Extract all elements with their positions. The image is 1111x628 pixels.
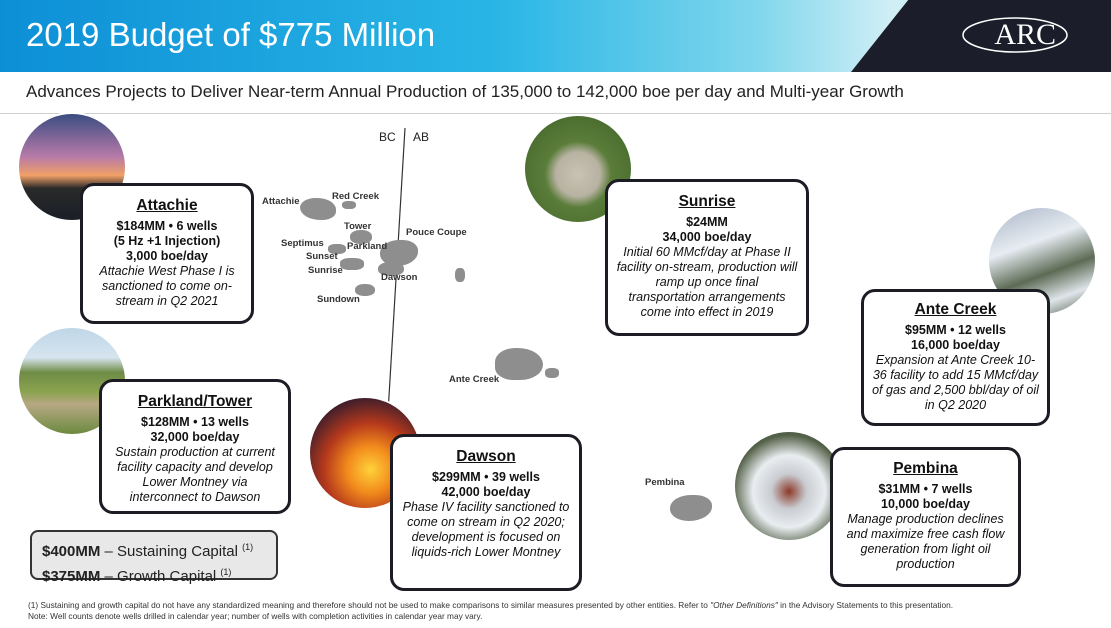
map-label-pouce-coupe: Pouce Coupe (406, 227, 467, 238)
parkland-tower-card (99, 379, 291, 514)
card-title-sunrise: Sunrise (678, 193, 736, 210)
card-title-parkland-tower: Parkland/Tower (137, 393, 253, 410)
ante-creek-card (861, 289, 1050, 426)
parkland-production: 32,000 boe/day (150, 430, 240, 444)
attachie-production: 3,000 boe/day (126, 249, 208, 263)
footnote-1 (28, 600, 953, 610)
pembina-capital-wells: $31MM • 7 wells (878, 482, 973, 496)
ante-creek-production: 16,000 boe/day (911, 338, 1000, 352)
land-block-red-creek (342, 201, 356, 209)
sunrise-production: 34,000 boe/day (662, 230, 752, 244)
map-label-dawson: Dawson (381, 272, 418, 283)
pembina-production: 10,000 boe/day (881, 497, 970, 511)
map-label-sunset: Sunset (306, 251, 338, 262)
sustaining-capital-label: – Sustaining Capital (104, 543, 238, 560)
arc-logo: ARC (994, 18, 1056, 51)
pembina-description: Manage production declines and maximize free cash flow generation from light oil production (846, 512, 1005, 571)
footnote-1-suffix: in the Advisory Statements to this presentation. (777, 600, 954, 610)
footnote-1-text: (1) Sustaining and growth capital do not have any standardized meaning and therefore should not be used to make comparisons to similar measures presented by other entities. Refer to (28, 600, 711, 610)
growth-capital-label: – Growth Capital (104, 568, 217, 585)
pembina-photo (735, 432, 843, 540)
title-banner (0, 0, 1111, 72)
card-title-dawson: Dawson (456, 448, 516, 465)
card-title-ante-creek: Ante Creek (914, 301, 997, 318)
dawson-capital-wells: $299MM • 39 wells (432, 470, 540, 484)
land-block-east (455, 268, 465, 282)
sunrise-capital: $24MM (686, 215, 728, 229)
footnote-1-reference: "Other Definitions" (710, 600, 778, 610)
footnote-ref: (1) (220, 567, 232, 577)
ante-creek-capital-wells: $95MM • 12 wells (905, 323, 1006, 337)
map-label-parkland: Parkland (347, 241, 388, 252)
map-label-ante-creek: Ante Creek (449, 374, 500, 385)
footnote-ref: (1) (242, 542, 254, 552)
dawson-production: 42,000 boe/day (441, 485, 531, 499)
page-subtitle: Advances Projects to Deliver Near-term Annual Production of 135,000 to 142,000 boe per day and Multi-year Growth (26, 82, 904, 101)
sustaining-capital-line (42, 537, 266, 562)
growth-capital-line (42, 562, 266, 587)
map-label-pembina: Pembina (645, 477, 685, 488)
bc-label: BC (379, 130, 396, 144)
footnote-note: Note: Well counts denote wells drilled in calendar year; number of wells with completion activities in calendar year may vary. (28, 611, 483, 621)
land-block-ante-creek (495, 348, 543, 380)
attachie-description: Attachie West Phase I is sanctioned to come on-stream in Q2 2021 (99, 264, 235, 308)
land-block-sunset (340, 258, 364, 270)
growth-capital-amount: $375MM (42, 568, 101, 585)
card-title-pembina: Pembina (893, 460, 958, 477)
land-block-ante-creek-east (545, 368, 559, 378)
sustaining-capital-amount: $400MM (42, 543, 101, 560)
parkland-description: Sustain production at current facility capacity and develop Lower Montney via interconnect to Dawson (115, 445, 275, 504)
attachie-well-breakdown: (5 Hz +1 Injection) (113, 234, 221, 248)
land-block-pembina (670, 495, 712, 521)
attachie-card (80, 183, 254, 324)
map-label-attachie: Attachie (262, 196, 300, 207)
map-label-sundown: Sundown (317, 294, 360, 305)
ab-label: AB (413, 130, 430, 144)
ante-creek-description: Expansion at Ante Creek 10-36 facility to add 15 MMcf/day of gas and 2,500 bbl/day of oil in Q2 2020 (872, 353, 1039, 412)
sunrise-card (605, 179, 809, 336)
map-label-sunrise: Sunrise (308, 265, 343, 276)
dawson-description: Phase IV facility sanctioned to come on stream in Q2 2020; development is focused on liquids-rich Lower Montney (402, 500, 570, 559)
sunrise-description: Initial 60 MMcf/day at Phase II facility on-stream, production will ramp up once final transportation arrangements come into effect in 2019 (616, 245, 798, 319)
parkland-capital-wells: $128MM • 13 wells (141, 415, 249, 429)
map-label-red-creek: Red Creek (332, 191, 379, 202)
capital-summary-box (30, 530, 278, 585)
pembina-card (830, 447, 1021, 587)
attachie-capital-wells: $184MM • 6 wells (116, 219, 218, 233)
divider (0, 113, 1111, 114)
dawson-card (390, 434, 582, 591)
map-label-septimus: Septimus (281, 238, 324, 249)
page-title: 2019 Budget of $775 Million (26, 16, 436, 53)
map-label-tower: Tower (344, 221, 372, 232)
card-title-attachie: Attachie (136, 197, 198, 214)
land-block-attachie (300, 198, 336, 220)
